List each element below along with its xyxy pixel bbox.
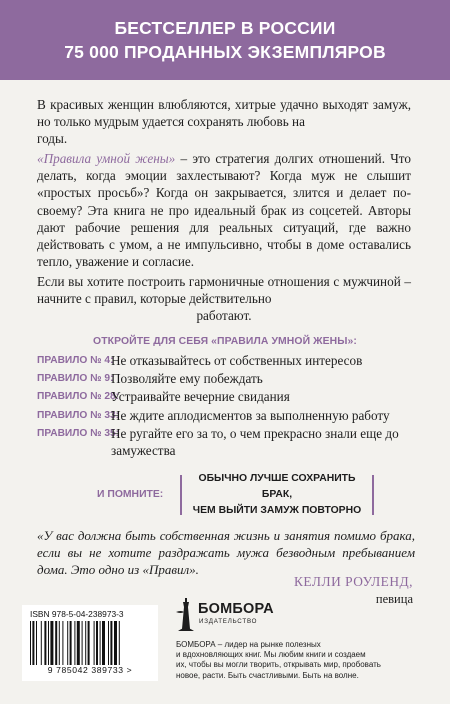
rule-label: ПРАВИЛО № 33: <box>37 409 120 421</box>
rule-label: ПРАВИЛО № 9: <box>37 373 114 385</box>
remember-line-2: ЧЕМ ВЫЙТИ ЗАМУЖ ПОВТОРНО <box>192 505 362 516</box>
remember-line-1: ОБЫЧНО ЛУЧШЕ СОХРАНИТЬ БРАК, <box>198 473 356 500</box>
rule-item <box>37 388 417 405</box>
publisher-blurb <box>176 640 426 681</box>
barcode-bar <box>36 621 37 665</box>
barcode-bar <box>100 621 101 665</box>
quote-author-role: певица <box>375 592 413 606</box>
intro-p1-main: В красивых женщин влюбляются, хитрые удачно выходят замуж, но только мудрым удается сохранять любовь на <box>37 97 411 130</box>
barcode-bar <box>70 621 72 665</box>
barcode-bar <box>50 621 53 665</box>
remember-label: И ПОМНИТЕ: <box>97 489 164 500</box>
testimonial-quote: «У вас должна быть собственная жизнь и занятия помимо брака, если вы не хотите раздражать мужа безводным пребыванием дома. Это одно из «Правил». <box>37 528 415 577</box>
intro-p3-main: Если вы хотите построить гармоничные отношения с мужчиной – начните с правил, которые действительно <box>37 274 411 307</box>
rules-heading: ОТКРОЙТЕ ДЛЯ СЕБЯ «ПРАВИЛА УМНОЙ ЖЕНЫ»: <box>93 336 357 347</box>
rule-item <box>37 407 417 424</box>
barcode-bar <box>102 621 105 665</box>
banner-line-2: 75 000 ПРОДАННЫХ ЭКЗЕМПЛЯРОВ <box>64 42 386 62</box>
rule-text: Устраивайте вечерние свидания <box>111 389 290 405</box>
publisher-line-4: новое, расти. Быть счастливыми. Быть на волне. <box>176 670 359 680</box>
barcode-bar <box>59 621 60 665</box>
intro-p1-last: годы. <box>37 131 68 147</box>
barcode-bar <box>41 621 42 665</box>
barcode-bar <box>32 621 34 665</box>
rule-text: Не ждите аплодисментов за выполненную работу <box>111 407 390 423</box>
publisher-logo-sub: ИЗДАТЕЛЬСТВО <box>199 618 258 625</box>
barcode-bar <box>114 621 117 665</box>
publisher-line-3: их, чтобы вы могли творить, открывать мир, пробовать <box>176 660 381 670</box>
intro-paragraph-1 <box>37 96 411 148</box>
publisher-logo <box>176 596 296 640</box>
top-banner <box>0 0 450 80</box>
publisher-logo-name: БОМБОРА <box>198 601 274 617</box>
rule-text: Не отказывайтесь от собственных интересов <box>111 353 363 368</box>
barcode-bar <box>110 621 112 665</box>
intro-p2-rest: – это стратегия долгих отношений. Что делать, когда эмоции захлестывают? Когда муж не слышит «простых просьб»? Когда он закрывается, злится и делает по-своему? Эта книга не про идеальный брак из соцсетей. Авторы дают рабочие решения для реальных ситуаций, где важно действовать с умом, а не импульсивно, чтобы в доме оставались тепло, уважение и согласие. <box>37 151 411 270</box>
intro-paragraph-2 <box>37 150 411 270</box>
book-title-inline: «Правила умной жены» <box>37 151 176 166</box>
rule-item <box>37 352 417 369</box>
intro-paragraph-3 <box>37 273 411 325</box>
barcode-block <box>22 605 158 681</box>
barcode-bar <box>67 621 68 665</box>
barcode-bar <box>96 621 98 665</box>
rule-label: ПРАВИЛО № 4: <box>37 355 114 366</box>
barcode-bar <box>108 621 109 665</box>
barcode-bar <box>44 621 46 665</box>
rule-text: Не ругайте его за то, о чем прекрасно знали еще до замужества <box>111 425 399 459</box>
barcode-bar <box>30 621 31 665</box>
rule-text: Позволяйте ему побеждать <box>111 371 263 387</box>
rules-list <box>37 352 417 460</box>
rule-label: ПРАВИЛО № 28: <box>37 391 120 403</box>
barcode-number: 9 785042 389733 > <box>47 665 133 675</box>
barcode-bar <box>82 621 83 665</box>
banner-line-1: БЕСТСЕЛЛЕР В РОССИИ <box>114 18 336 38</box>
rule-label: ПРАВИЛО № 35: <box>37 427 120 439</box>
publisher-line-2: и вдохновляющих книг. Мы любим книги и создаем <box>176 650 366 660</box>
remember-callout <box>180 475 374 515</box>
barcode-bar <box>62 621 63 665</box>
barcode-bar <box>85 621 86 665</box>
barcode-bar <box>77 621 80 665</box>
lighthouse-icon <box>176 598 196 632</box>
isbn-text: ISBN 978-5-04-238973-3 <box>30 609 124 619</box>
barcode-bar <box>88 621 90 665</box>
barcode-bar <box>119 621 120 665</box>
publisher-line-1: БОМБОРА – лидер на рынке полезных <box>176 640 321 649</box>
rule-item <box>37 370 417 387</box>
barcode-icon <box>30 621 152 665</box>
barcode-bar <box>74 621 75 665</box>
rule-item <box>37 425 417 459</box>
barcode-bar <box>94 621 95 665</box>
quote-author: КЕЛЛИ РОУЛЕНД, <box>293 574 413 589</box>
remember-block <box>0 475 450 517</box>
barcode-bar <box>48 621 49 665</box>
barcode-bar <box>55 621 57 665</box>
intro-p3-last: работают. <box>196 308 252 324</box>
